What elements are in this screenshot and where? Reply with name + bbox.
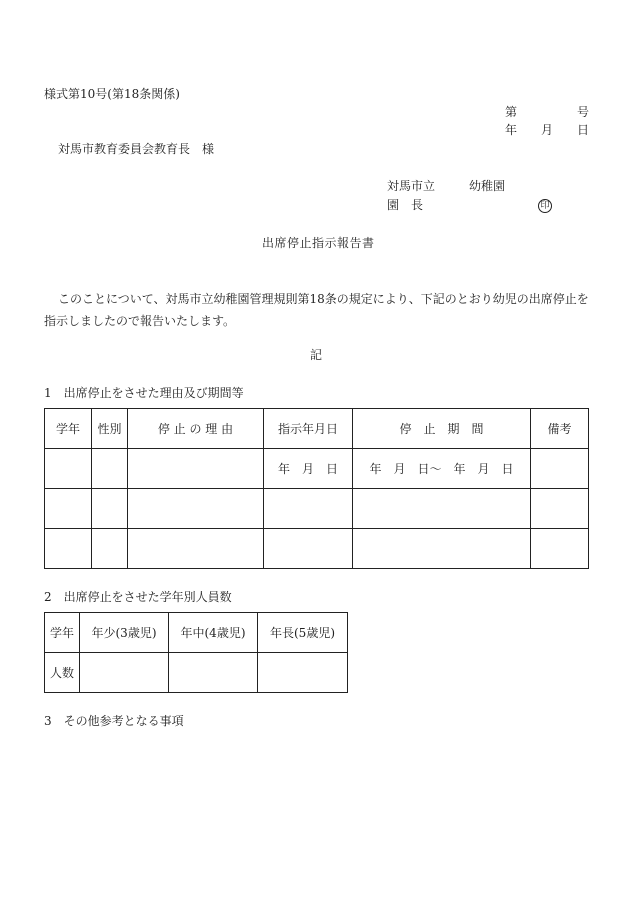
cell-age5: [258, 653, 348, 693]
sender-school: 幼稚園: [469, 179, 506, 193]
cell-grade: [45, 529, 92, 569]
cell-instruction-date: 年 月 日: [264, 449, 353, 489]
cell-instruction-date: [264, 489, 353, 529]
col-instruction-date: 指示年月日: [264, 409, 353, 449]
table-row: [45, 529, 589, 569]
cell-remarks: [531, 489, 589, 529]
section1-heading: 1 出席停止をさせた理由及び期間等: [44, 386, 244, 400]
col-period: 停 止 期 間: [353, 409, 531, 449]
cell-reason: [128, 449, 264, 489]
cell-remarks: [531, 529, 589, 569]
cell-period: [353, 529, 531, 569]
cell-gender: [92, 489, 128, 529]
cell-reason: [128, 529, 264, 569]
cell-period: [353, 489, 531, 529]
absence-detail-table: [44, 408, 589, 569]
col-grade: 学年: [45, 409, 92, 449]
col-reason: 停 止 の 理 由: [128, 409, 264, 449]
cell-grade: [45, 489, 92, 529]
seal-mark: 印: [538, 199, 552, 213]
doc-number-suffix: 号: [577, 105, 590, 119]
addressee: 対馬市教育委員会教育長 様: [58, 142, 215, 156]
table-row: [45, 653, 348, 693]
col-age3: 年少(3歳児): [80, 613, 169, 653]
cell-remarks: [531, 449, 589, 489]
document-title: 出席停止指示報告書: [262, 236, 375, 250]
table-header-row: [45, 613, 348, 653]
col-grade: 学年: [45, 613, 80, 653]
date-day: 日: [577, 123, 590, 137]
cell-gender: [92, 529, 128, 569]
form-number: 様式第10号(第18条関係): [44, 87, 180, 101]
doc-number-label: 第: [505, 105, 518, 119]
cell-gender: [92, 449, 128, 489]
cell-grade: [45, 449, 92, 489]
date-year: 年: [505, 123, 518, 137]
cell-instruction-date: [264, 529, 353, 569]
sender-city: 対馬市立: [387, 179, 436, 193]
cell-period: 年 月 日〜 年 月 日: [353, 449, 531, 489]
col-age5: 年長(5歳児): [258, 613, 348, 653]
sender-head: 園 長: [387, 198, 424, 212]
body-paragraph: このことについて、対馬市立幼稚園管理規則第18条の規定により、下記のとおり幼児の出席停止を指示しましたので報告いたします。: [44, 292, 589, 328]
row-label-count: 人数: [45, 653, 80, 693]
cell-age3: [80, 653, 169, 693]
table-row: [45, 449, 589, 489]
section2-heading: 2 出席停止をさせた学年別人員数: [44, 590, 232, 604]
table-header-row: [45, 409, 589, 449]
col-age4: 年中(4歳児): [169, 613, 258, 653]
section3-heading: 3 その他参考となる事項: [44, 714, 184, 728]
cell-age4: [169, 653, 258, 693]
headcount-table: [44, 612, 348, 693]
col-remarks: 備考: [531, 409, 589, 449]
col-gender: 性別: [92, 409, 128, 449]
cell-reason: [128, 489, 264, 529]
table-row: [45, 489, 589, 529]
date-month: 月: [541, 123, 554, 137]
ki-label: 記: [310, 348, 323, 362]
